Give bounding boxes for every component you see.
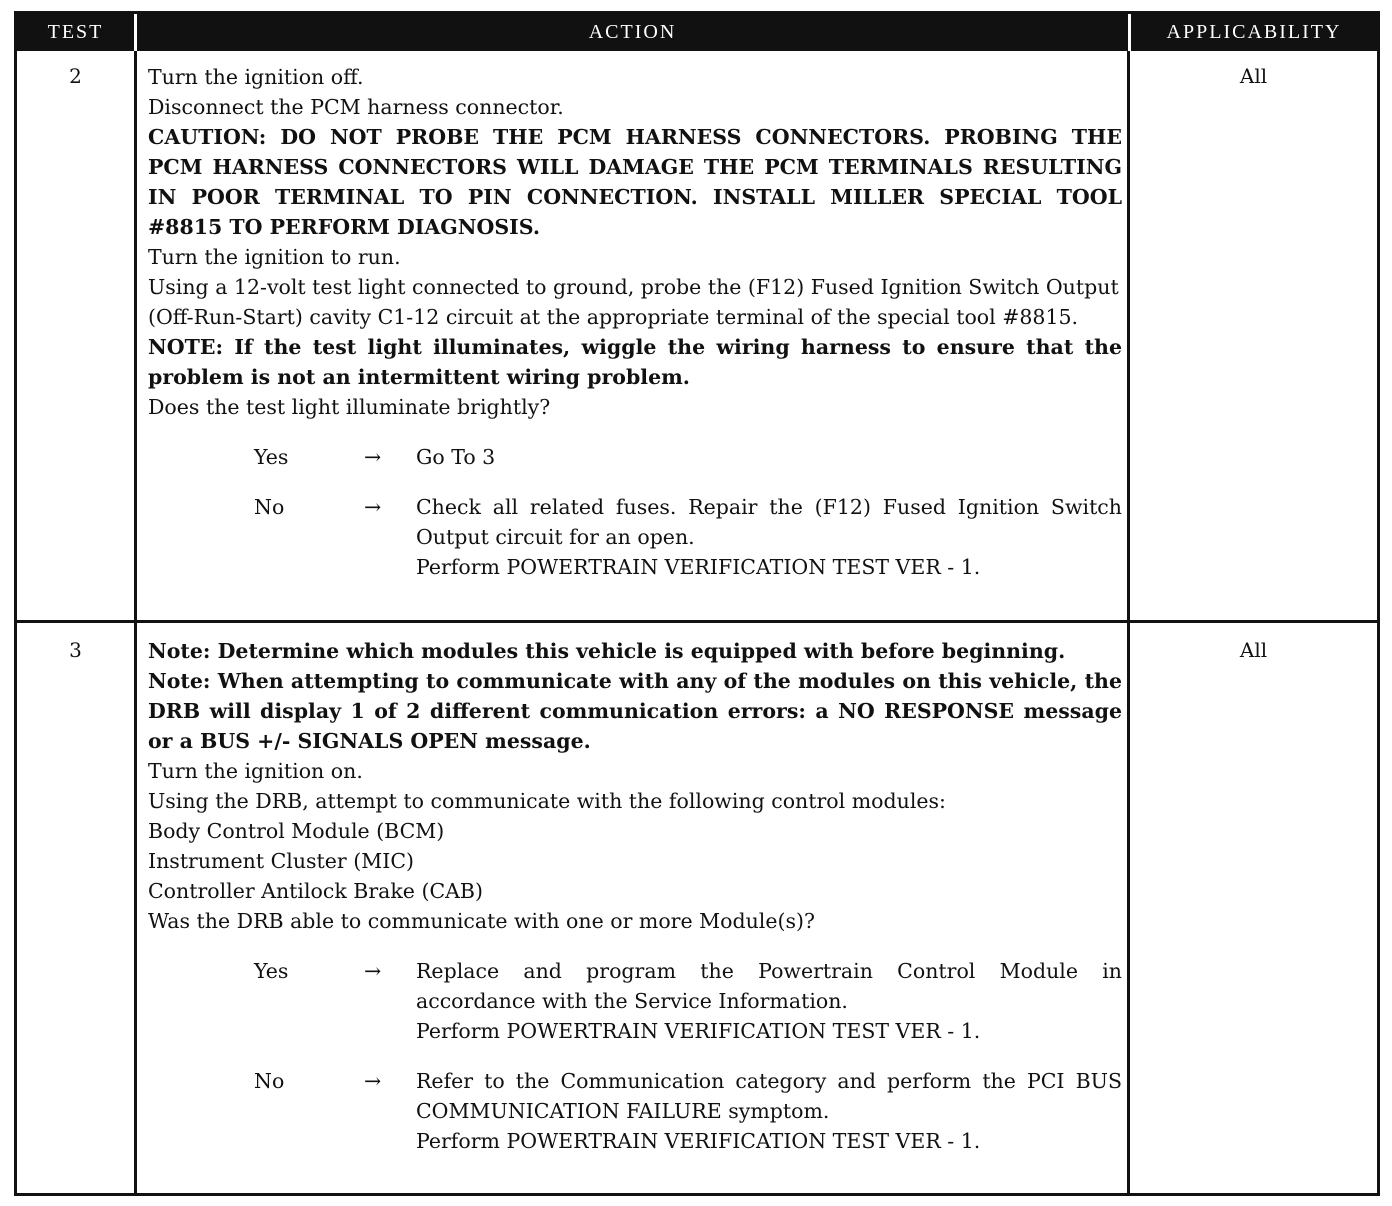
response-text bbox=[416, 1066, 1122, 1156]
action-lines bbox=[148, 62, 1122, 422]
response-label: Yes bbox=[254, 959, 289, 983]
header-applicability: APPLICABILITY bbox=[1128, 14, 1377, 51]
response-line: Go To 3 bbox=[416, 445, 496, 469]
arrow-right-icon: → bbox=[364, 445, 382, 469]
test-number: 3 bbox=[69, 638, 82, 662]
instruction-line: Turn the ignition to run. bbox=[148, 245, 401, 269]
response-yes bbox=[148, 956, 1122, 1046]
instruction-line: Does the test light illuminate brightly? bbox=[148, 395, 551, 419]
response-label: No bbox=[254, 495, 285, 519]
instruction-line: Was the DRB able to communicate with one or more Module(s)? bbox=[148, 909, 815, 933]
bold-note: CAUTION: DO NOT PROBE THE PCM HARNESS CONNECTORS. PROBING THE PCM HARNESS CONNECTORS WILL DAMAGE THE PCM TERMINALS RESULTING IN POOR TERMINAL TO PIN CONNECTION. INSTALL MILLER SPECIAL TOOL #8815 TO PERFORM DIAGNOSIS. bbox=[148, 125, 1122, 239]
bold-note: NOTE: If the test light illuminates, wiggle the wiring harness to ensure that the problem is not an intermittent wiring problem. bbox=[148, 335, 1122, 389]
responses bbox=[148, 442, 1122, 582]
arrow-right-icon: → bbox=[364, 495, 382, 519]
header-action: ACTION bbox=[134, 14, 1128, 51]
applicability-value: All bbox=[1239, 638, 1268, 662]
applicability-value: All bbox=[1239, 64, 1268, 88]
action-cell bbox=[148, 636, 1122, 1156]
response-line: Check all related fuses. Repair the (F12) Fused Ignition Switch Output circuit for an open. bbox=[416, 495, 1122, 549]
response-text bbox=[416, 442, 1122, 472]
instruction-line: Controller Antilock Brake (CAB) bbox=[148, 879, 483, 903]
instruction-line: Using a 12-volt test light connected to ground, probe the (F12) Fused Ignition Switch Output (Off-Run-Start) cavity C1-12 circuit at the appropriate terminal of the special tool #8815. bbox=[148, 275, 1119, 329]
response-text bbox=[416, 492, 1122, 582]
response-yes bbox=[148, 442, 1122, 472]
instruction-line: Disconnect the PCM harness connector. bbox=[148, 95, 564, 119]
instruction-line: Instrument Cluster (MIC) bbox=[148, 849, 415, 873]
arrow-right-icon: → bbox=[364, 959, 382, 983]
response-label: Yes bbox=[254, 445, 289, 469]
response-line: Perform POWERTRAIN VERIFICATION TEST VER - 1. bbox=[416, 555, 981, 579]
diagnostic-table bbox=[14, 11, 1380, 1196]
arrow-right-icon: → bbox=[364, 1069, 382, 1093]
bold-note: Note: Determine which modules this vehicle is equipped with before beginning. bbox=[148, 639, 1066, 663]
response-no bbox=[148, 492, 1122, 582]
response-line: Replace and program the Powertrain Control Module in accordance with the Service Information. bbox=[416, 959, 1122, 1013]
table-header bbox=[17, 14, 1377, 51]
response-line: Refer to the Communication category and perform the PCI BUS COMMUNICATION FAILURE symptom. bbox=[416, 1069, 1122, 1123]
response-line: Perform POWERTRAIN VERIFICATION TEST VER - 1. bbox=[416, 1019, 981, 1043]
response-line: Perform POWERTRAIN VERIFICATION TEST VER - 1. bbox=[416, 1129, 981, 1153]
instruction-line: Using the DRB, attempt to communicate with the following control modules: bbox=[148, 789, 946, 813]
test-number: 2 bbox=[69, 64, 82, 88]
action-cell bbox=[148, 62, 1122, 582]
row-divider bbox=[17, 620, 1377, 623]
instruction-line: Turn the ignition off. bbox=[148, 65, 364, 89]
response-no bbox=[148, 1066, 1122, 1156]
bold-note: Note: When attempting to communicate with any of the modules on this vehicle, the DRB will display 1 of 2 different communication errors: a NO RESPONSE message or a BUS +/- SIGNALS OPEN message. bbox=[148, 669, 1122, 753]
response-text bbox=[416, 956, 1122, 1046]
instruction-line: Body Control Module (BCM) bbox=[148, 819, 445, 843]
header-test: TEST bbox=[47, 21, 104, 43]
response-label: No bbox=[254, 1069, 285, 1093]
instruction-line: Turn the ignition on. bbox=[148, 759, 363, 783]
responses bbox=[148, 956, 1122, 1156]
action-lines bbox=[148, 636, 1122, 936]
